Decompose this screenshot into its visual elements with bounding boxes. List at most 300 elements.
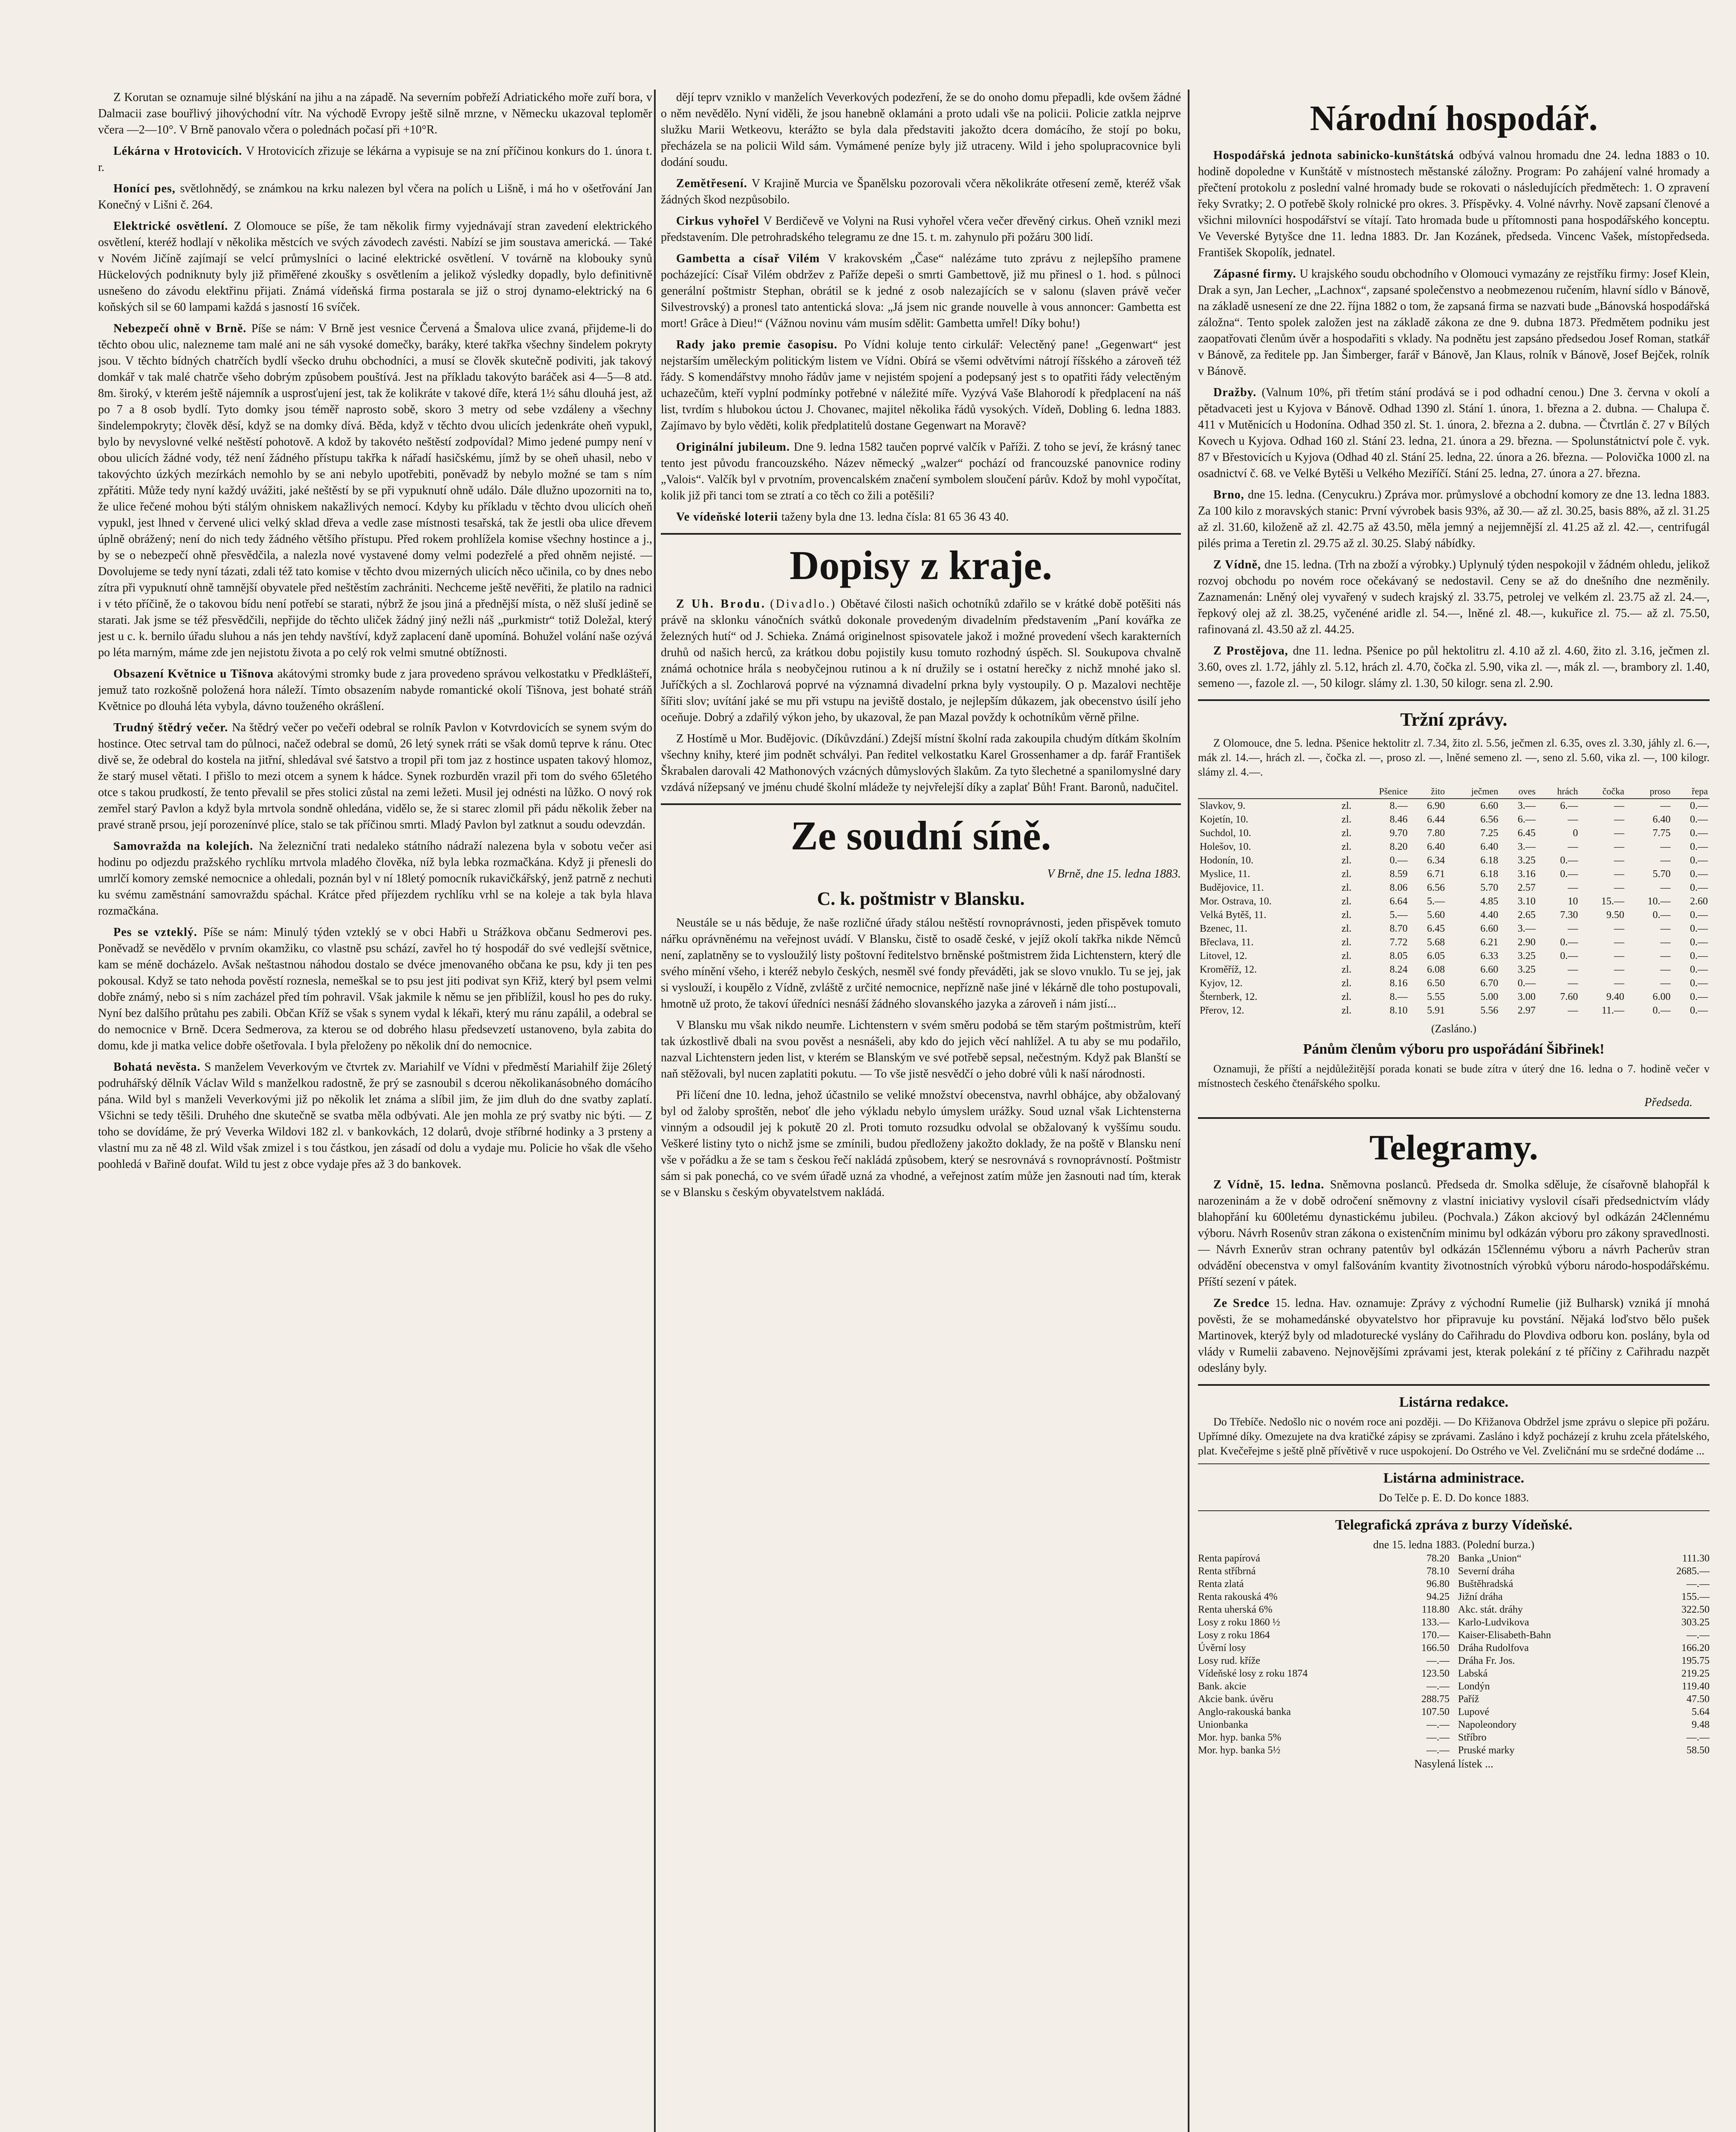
exchange-value: —.— <box>1426 1655 1450 1666</box>
exchange-label: Akc. stát. dráhy <box>1458 1604 1523 1615</box>
table-cell: — <box>1614 964 1624 975</box>
section-divider <box>1198 1384 1710 1386</box>
article-headline: Elektrické osvětlení. <box>113 220 234 233</box>
table-cell: 0.— <box>1690 923 1708 934</box>
table-cell: 6.64 <box>1389 896 1408 907</box>
article-paragraph <box>98 143 652 176</box>
table-cell: Šternberk, 12. <box>1200 991 1258 1002</box>
table-cell: 4.85 <box>1480 896 1499 907</box>
exchange-value: 107.50 <box>1421 1706 1450 1718</box>
table-cell: 6.— <box>1560 800 1578 811</box>
exchange-label: Karlo-Ludvikova <box>1458 1617 1529 1628</box>
exchange-value: 47.50 <box>1687 1694 1710 1705</box>
table-cell: 8.46 <box>1389 814 1408 825</box>
exchange-value: —.— <box>1426 1732 1450 1743</box>
table-cell: zl. <box>1341 814 1352 825</box>
table-cell: Velká Bytěš, 11. <box>1200 910 1267 921</box>
table-cell: — <box>1614 923 1624 934</box>
table-cell: zl. <box>1341 828 1352 839</box>
article-paragraph <box>1198 1295 1710 1376</box>
article-paragraph <box>1198 557 1710 638</box>
article-text: Obětavé čilosti našich ochotníků zdařilo se v krátké době potěšiti nás právě na sklonku vánočních svátků dokonale provedeným divadelním představením „Paní kovářka ze železných hutí“ od J. Schieka. Známá originelnost spisovatele jakož i možné provedení všech karakterních druhů od našich herců, za krátkou dobu pojistily kusu tomuto rozhodný úspěch. Sl. Soukupova chvalně známá ochotnice hrála s neobyčejnou rutinou a k ní družily se i ostatní herečky z nichž mnohé jako sl. Juříčkých a sl. Zochlarová poprvé na významná divadelní prkna byly vystoupily. O p. Mazalovi nechtěje šířiti slov; uvítání jaké se mu při vstupu na jeviště dostalo, je nejlepším důkazem, jak obecenstvo úsilí jeho oceňuje. Dobrý a zdařilý výkon jeho, by ukazoval, že pan Mazal povždy k ochotníkům věrně přilne. <box>661 597 1181 724</box>
article-headline: Trudný štědrý večer. <box>113 721 232 734</box>
table-cell: zl. <box>1341 1005 1352 1016</box>
table-row <box>1198 854 1710 867</box>
table-cell: — <box>1614 882 1624 893</box>
exchange-row <box>1458 1693 1710 1706</box>
article-headline: Brno, <box>1213 488 1248 501</box>
article-place-note: (Divadlo.) <box>770 597 837 611</box>
article-headline: Z Vídně, 15. ledna. <box>1213 1178 1330 1191</box>
article-text: V Hrotovicích zřizuje se lékárna a vypisuje se na zní příčinou konkurs do 1. února t. r. <box>98 145 652 174</box>
article-paragraph <box>98 1059 652 1173</box>
article-text: dne 11. ledna. Pšenice po půl hektolitru zl. 4.10 až zl. 4.60, žito zl. 3.16, ječmen zl. 3.60, oves zl. 1.72, jáhly zl. 5.12, hrách zl. 4.70, čočka zl. 5.90, vika zl. —, mák zl. —, brambory zl. 1.40, semeno —, fazole zl. —, 50 kilogr. slámy zl. 1.30, 50 kilogr. sena zl. 2.90. <box>1198 644 1710 690</box>
table-cell: 0.— <box>1652 910 1671 921</box>
listarna-title: Listárna redakce. <box>1399 1394 1509 1410</box>
notice-title: Pánům členům výboru pro uspořádání Šibřinek! <box>1303 1041 1605 1057</box>
table-cell: 9.50 <box>1606 910 1624 921</box>
column-3 <box>1198 90 1710 2132</box>
table-cell: Holešov, 10. <box>1200 841 1251 852</box>
exchange-row <box>1198 1667 1450 1680</box>
section-title-dopisy: Dopisy z kraje. <box>790 542 1052 588</box>
table-cell: Přerov, 12. <box>1200 1005 1244 1016</box>
article-headline: Cirkus vyhořel <box>676 214 764 228</box>
exchange-table <box>1198 1552 1710 1757</box>
exchange-label: Severní dráha <box>1458 1566 1515 1577</box>
article-headline: Lékárna v Hrotovicích. <box>113 145 246 158</box>
table-cell: 7.30 <box>1560 910 1578 921</box>
table-cell: 0.— <box>1690 937 1708 948</box>
table-cell: 3.25 <box>1517 950 1536 962</box>
table-cell: Myslice, 11. <box>1200 869 1250 880</box>
table-cell: 3.16 <box>1517 869 1536 880</box>
table-header-cell: hrách <box>1537 785 1580 799</box>
table-cell: — <box>1568 978 1578 989</box>
exchange-label: Napoleondory <box>1458 1719 1517 1730</box>
table-cell: — <box>1568 882 1578 893</box>
table-cell: zl. <box>1341 841 1352 852</box>
table-cell: 6.40 <box>1427 841 1445 852</box>
table-cell: zl. <box>1341 855 1352 866</box>
table-cell: — <box>1660 882 1671 893</box>
article-text: Na štědrý večer po večeři odebral se rolník Pavlon v Kotvrdovicích se synem svým do hostince. Otec setrval tam do půlnoci, načež odebral se domů, 26 letý synek rráti se však domů teprve k ránu. Otec divě se, že odebral do kostela na jitřní, shledával své šatstvo a tropil při tom jaz z hostince uspaten takový hlomoz, že starý musel větati. I přišlo to mezi otcem a synem k hádce. Synek rozburděn vrazil při tom do svého 65letého otce s takou prudkostí, že tento převalil se přes stolici zůstal na zemi ležeti. Musil jej odnésti na lůžko. O nový rok zemřel starý Pavlon a když byla mrtvola sondně ohledána, vidělo se, že si starec zlomil při pádu několik žeber na pravé straně prsou, její porozenínvé plíce, stalo se tak příčinou smrti. Mladý Pavlon byl zatknut a soudu odevzdán. <box>98 721 652 831</box>
exchange-label: Losy rud. kříže <box>1198 1655 1260 1666</box>
section-title-telegrams: Telegramy. <box>1369 1128 1538 1167</box>
exchange-row <box>1198 1706 1450 1718</box>
article-headline: Originální jubileum. <box>676 440 794 454</box>
exchange-label: Renta uherská 6% <box>1198 1604 1273 1615</box>
table-cell: 2.97 <box>1517 1005 1536 1016</box>
article-paragraph <box>1198 148 1710 261</box>
exchange-label: Renta papírová <box>1198 1553 1260 1564</box>
table-cell: Bzenec, 11. <box>1200 923 1247 934</box>
table-cell: Litovel, 12. <box>1200 950 1247 962</box>
section-divider <box>1198 699 1710 701</box>
exchange-label: Renta zlatá <box>1198 1579 1244 1590</box>
table-cell: 5.00 <box>1480 991 1499 1002</box>
exchange-label: Dráha Fr. Jos. <box>1458 1655 1515 1666</box>
article-paragraph <box>1198 385 1710 482</box>
table-cell: 0.— <box>1690 964 1708 975</box>
exchange-value: 2685.— <box>1676 1566 1710 1577</box>
table-cell: 3.10 <box>1517 896 1536 907</box>
table-row <box>1198 963 1710 976</box>
table-cell: 0.— <box>1690 910 1708 921</box>
article-text: V krakovském „Čase“ nalézáme tuto zprávu z nejlepšího pramene pocházející: Císař Vilém obdržev z Paříže depeši o smrti Gambettově, již mu přinesl o 1. hod. s půlnoci generální poštmistr Stephan, obrátil se k jedné z osob nalezajících se v salonu (slaven právě večer Silvestrovský) a pronesl tato antentická slova: „Já jsem nic grande nouvelle à vous annoncer: Gambetta est mort! Grâce à Dieu!“ (Vážnou novinu vám musím sdělit: Gambetta umřel! Díky bohu!) <box>661 252 1181 330</box>
table-cell: 6.40 <box>1652 814 1671 825</box>
exchange-row <box>1458 1706 1710 1718</box>
article-paragraph <box>98 321 652 661</box>
table-cell: zl. <box>1341 869 1352 880</box>
table-cell: — <box>1660 800 1671 811</box>
article-headline: Rady jako premie časopisu. <box>676 338 845 351</box>
article-headline: Z Prostějova, <box>1213 644 1293 658</box>
table-cell: 15.— <box>1601 896 1624 907</box>
table-cell: 2.90 <box>1517 937 1536 948</box>
table-cell: 9.70 <box>1389 828 1408 839</box>
table-row <box>1198 990 1710 1004</box>
table-cell: 8.20 <box>1389 841 1408 852</box>
exchange-row <box>1458 1731 1710 1744</box>
table-cell: 0.— <box>1690 882 1708 893</box>
table-cell: 0.— <box>1690 855 1708 866</box>
table-cell: 6.45 <box>1427 923 1445 934</box>
table-cell: 6.56 <box>1480 814 1499 825</box>
table-cell: 6.60 <box>1480 800 1499 811</box>
listarna-text: Do Třebíče. Nedošlo nic o novém roce ani později. — Do Křižanova Obdržel jsme zprávu o slepice při požáru. Upřímné díky. Omezujete na dva kratičké zápisy se zprávami. Zasláno i když pocházejí z kruhu zcela přátelského, plat. Kvečeřejme s ještě plně přívětivě v ruce uspokojení. Do Ostrého ve Vel. Zveličnání mu se srdečné dodáme ... <box>1198 1416 1710 1457</box>
table-row <box>1198 881 1710 895</box>
table-cell: 9.40 <box>1606 991 1624 1002</box>
exchange-row <box>1198 1654 1450 1667</box>
exchange-row <box>1458 1616 1710 1629</box>
table-cell: 5.70 <box>1480 882 1499 893</box>
exchange-row <box>1458 1590 1710 1603</box>
exchange-row <box>1198 1616 1450 1629</box>
table-cell: — <box>1614 978 1624 989</box>
article-paragraph <box>98 838 652 919</box>
section-divider <box>661 803 1181 805</box>
notice-signature: Předseda. <box>1644 1096 1693 1109</box>
table-cell: 0.— <box>1389 855 1408 866</box>
table-cell: 6.44 <box>1427 814 1445 825</box>
table-cell: Kyjov, 12. <box>1200 978 1243 989</box>
divider <box>1198 1510 1710 1511</box>
article-text: U krajského soudu obchodního v Olomouci vymazány ze rejstříku firmy: Josef Klein, Drak a syn, Jan Lecher, „Lachnox“, zapsané společenstvo a neobmezenou ručením, hlavní sídlo v Bánově, na základě usnesení ze dne 22. října 1882 o tom, že zapsaná firma se nazvati bude „Bánovská hospodářská záložna“. Tento spolek založen jest na základě zákona ze dne 9. dubna 1873. Předmětem podniku jest zaopatřovati členům úvěr a hospodařiti s vklady. Na podnětu jest zapsáno předsedou Josef Roman, statkář v Bánově, za ředitele pp. Jan Šimberger, farář v Bánově, Jan Klaus, rolník v Bánově, Josef Bejček, rolník v Bánově. <box>1198 267 1710 378</box>
table-row <box>1198 1004 1710 1017</box>
exchange-value: 219.25 <box>1681 1668 1710 1679</box>
exchange-row <box>1198 1731 1450 1744</box>
table-cell: zl. <box>1341 937 1352 948</box>
exchange-label: Unionbanka <box>1198 1719 1248 1730</box>
table-cell: 0.— <box>1690 828 1708 839</box>
exchange-row <box>1458 1680 1710 1693</box>
table-cell: — <box>1568 923 1578 934</box>
table-cell: 5.— <box>1389 910 1408 921</box>
table-cell: 0.— <box>1560 869 1578 880</box>
table-row <box>1198 936 1710 949</box>
exchange-row <box>1198 1693 1450 1706</box>
table-cell: 2.57 <box>1517 882 1536 893</box>
exchange-value: 166.20 <box>1681 1642 1710 1654</box>
article-headline: Gambetta a císař Vilém <box>676 252 828 265</box>
article-paragraph <box>98 90 652 138</box>
article-headline: Obsazení Květnice u Tišnova <box>113 667 278 681</box>
exchange-value: —.— <box>1687 1630 1710 1641</box>
article-paragraph <box>661 213 1181 246</box>
exchange-label: Labská <box>1458 1668 1488 1679</box>
table-cell: 0.— <box>1560 950 1578 962</box>
table-cell: 2.60 <box>1690 896 1708 907</box>
table-row <box>1198 922 1710 936</box>
article-text: světlohnědý, se známkou na krku nalezen byl včera na polích u Lišně, i má ho v ošetřování Jan Konečný v Lišni č. 264. <box>98 182 652 211</box>
dateline: V Brně, dne 15. ledna 1883. <box>1047 867 1181 881</box>
table-cell: 6.50 <box>1427 978 1445 989</box>
article-text: Dne 9. ledna 1582 taučen poprvé valčík v Paříži. Z toho se jeví, že krásný tanec tento jest původu francouzského. Název německý „walzer“ pochází od francouzské panovnice rodiny „Valois“. Valčík byl v prvotním, provencalském značení symbolem sloučení párův. Kdož by mohl vypočítat, kolik již při tanci tom se ztratí a co těch co žili a potěšili? <box>661 440 1181 502</box>
table-header-row <box>1198 785 1710 799</box>
article-text: (Valnum 10%, při třetím stání prodává se i pod odhadní cenou.) Dne 3. června v okolí a pětadvaceti jest u Kyjova v Bánově. Odhad 1390 zl. Stání 1. února, 1. března a 2. dubna. — Chalupa č. 411 v Mutěnicích u Hodonína. Odhad 350 zl. St. 1. února, 2. března a 2. dubna. — Čtvrtlán č. 27 v Bílých Kovech u Kyjova. Odhad 160 zl. Stání 23. ledna, 21. února a 29. března. — Spolunstátnictví pole č. vyk. 87 v Břestovicích u Kyjova (Odhad 40 zl. Stání 25. ledna, 22. února a 26. března. — Polovička 1000 zl. na osadnictví č. 68. ve Velké Bytěši u Velkého Meziříčí. Stání 25. ledna, 27. února a 27. března. <box>1198 386 1710 480</box>
exchange-label: Akcie bank. úvěru <box>1198 1694 1273 1705</box>
table-cell: — <box>1568 814 1578 825</box>
article-paragraph: Neustále se u nás běduje, že naše rozličné úřady stálou neštěstí rovnoprávnosti, jeden přispěvek tomuto nářku oprávněnému na veřejnost uvádí. V Blansku, čistě to osadě české, v jejíž okolí takřka nikde Němců není, zaplatněny se to vysloužilý listy poštovní ředitelstvo brněnské poštmistrem žida Lichtenstern, který dle svého mínění všeho, i kteréž nebylo českých, nesměl své fondy převáděti, jak se slovo vnuklo. Tu se jej, jak si vyslouží, i koupělo z Vídně, zvláště z určité nemocnice, nepřízně naše jiné v lékárně dle toho postupovali, hmotně už proto, že takoví úředníci nesnáší žádného slovanského jazyka a zároveň i nám jistí... <box>661 916 1181 1011</box>
exchange-value: 166.50 <box>1421 1642 1450 1654</box>
article-text: taženy byla dne 13. ledna čísla: 81 65 36 43 40. <box>781 510 1009 524</box>
table-cell: 4.40 <box>1480 910 1499 921</box>
article-headline: Dražby. <box>1213 386 1262 399</box>
article-text: 15. ledna. Hav. oznamuje: Zprávy z východní Rumelie (již Bulharsk) vzniká jí mnohá pověsti, že se mohamedánské obyvatelstvo hor připravuje ku povstání. Nějaká loďstvo bělo pušek Martinovek, kterýž byly od mladoturecké vyslány do Cařihradu do Plovdiva odboru kon. poslány, byla od vlády v Rumelii zabaveno. Nejnovějšími zprávami jest, kterak polekání z té příčiny z Cařihradu nazpět odeslány byly. <box>1198 1297 1710 1375</box>
article-paragraph <box>1198 643 1710 692</box>
table-row <box>1198 908 1710 922</box>
exchange-label: Úvěrní losy <box>1198 1642 1246 1654</box>
article-paragraph: Z Hostímě u Mor. Budějovic. (Díkůvzdání.) Zdejší místní školní rada zakoupila chudým dítkám školním všechny knihy, které jim podnět schvályi. Pan ředitel velkostatku Karel Grossenhamer a dp. farář František Škrabalen darovali 42 Mathonových vzácných důmyslových šlakům. Za tyto šlechetné a spanilomyslné dary vzdává nížepsaný ve jménu chudé školní mládeže ty nejvřelejší díky a zaplať Bůh! Frant. Baronů, nadučitel. <box>661 732 1181 794</box>
table-cell: — <box>1660 923 1671 934</box>
article-text: Po Vídni koluje tento cirkulář: Velectěný pane! „Gegenwart“ jest nejstarším uměleckým politickým listem ve Vídni. Obírá se všemi odvětvími nátrojí říšského a zároveň též řády. S komendářstvy mnoho řádův jame v nejistém spojení a podepsaný jest s to opatřiti řády velectěným uchazečům, kteří vyplní podmínky potřebné v náležité míře. Vyzývá Vaše Blahorodí k předplacení na náš list, tvrdím s hlubokou úctou J. Chovanec, majitel několika řádů vysokých. Vídeň, Dobling 6. ledna 1883. Zajímavo by bylo věděti, kolik předplatitelů dostane Gegenwart na Moravě? <box>661 338 1181 432</box>
exchange-value: 96.80 <box>1426 1579 1450 1590</box>
article-paragraph <box>98 181 652 213</box>
table-cell: Mor. Ostrava, 10. <box>1200 896 1272 907</box>
exchange-row <box>1198 1603 1450 1616</box>
article-text: Píše se nám: Minulý týden vzteklý se v obci Habři u Strážkova občanu Sedmerovi pes. Poněvadž se nevědělo v prvním okamžiku, co vlastně psu schází, zavřel ho tý hospodář do své vedlejší světnice, kam se méně docházelo. Avšak neštastnou náhodou dostalo se dvéce jmenovaného občana ke psu, kdy ji ten pes pokousal. Když se tato nehoda pověstí roznesla, nemeškal se to psu jest jiti podivat syn Křiž, který byl psem velmi dobře známý, nebo si s ním zacházel před tím pohravil. Však jakmile k němu se jen přiblížil, kousl ho pes do ruky. Nyní bez dalšího průtahu pes zabili. Občan Kříž se však s synem vydal k lékaři, který mu ránu zapálil, a odebral se do nemocnice v Brně. Dcera Sedmerova, za kterou se od dobrého hlasu předsevzetí ustanoveno, byla zabita do domu, kde ji matka velice dobře ošetřovala. I byla přeloženy po několik dní do nemocnice. <box>98 926 652 1052</box>
table-cell: Suchdol, 10. <box>1200 828 1251 839</box>
table-cell: 8.10 <box>1389 1005 1408 1016</box>
article-text: Sněmovna poslanců. Předseda dr. Smolka sděluje, že císařovně blahopřál k narozeninám a že v době odročení sněmovny z vlastní iniciativy vyslovil císaři předsednictvím vlády blahopřání ku 600letému dynastickému jubileu. (Pochvala.) Zákon akciový byl odkázán 24člennému výboru. Návrh Rosenův stran zákona o existenčním minimu byl odkázán výboru pro zákony spravedlnosti. — Návrh Exnerův stran ochrany patentův byl odkázán 15člennému výboru a návrh Pacherův stran odvádění obecenstva v omyl falšováním kvantity životnostních výrobků výboru národo-hospodářskému. Příští sezení v pátek. <box>1198 1178 1710 1289</box>
table-cell: 7.25 <box>1480 828 1499 839</box>
table-cell: 6.70 <box>1480 978 1499 989</box>
article-text: dne 15. ledna. (Trh na zboží a výrobky.) Uplynulý týden nespokojil v žádném ohledu, jelikož rozvoj obchodu po novém roce očekávaný se nedostavil. Ceny se až do dnešního dne nezměnily. Zaznamenán: Lněný olej vyvařený v sudech krajský zl. 33.75, petrolej ve velkém zl. 23.75 až zl. 24.—, řepkový olej až zl. 38.25, vyčenéné aridle zl. 54.—, lněné zl. 48.—, kukuřice zl. 75.— až zl. 75.50, rafinovaná zl. 43.50 až zl. 44.25. <box>1198 558 1710 636</box>
section-divider <box>1198 1117 1710 1119</box>
article-text: dne 15. ledna. (Cenycukru.) Zpráva mor. průmyslové a obchodní komory ze dne 13. ledna 1883. Za 100 kilo z moravských stanic: První vývrobek basis 93%, až 30.— až zl. 30.25, basis 88%, až zl. 31.25 až zl. 31.60, kiloženě až zl. 42.75 až 43.50, měla jemný a nejjemnější zl. 41.25 až zl. 42.—, centrifugál pilés prima a Teretin zl. 29.75 až zl. 30.25. Slabý nábídky. <box>1198 488 1710 550</box>
exchange-row <box>1458 1578 1710 1590</box>
exchange-value: 170.— <box>1421 1630 1450 1641</box>
table-header-cell: řepa <box>1672 785 1710 799</box>
table-cell: zl. <box>1341 950 1352 962</box>
economy-items <box>1198 148 1710 692</box>
article-headline: Bohatá nevěsta. <box>113 1060 205 1074</box>
exchange-label: Stříbro <box>1458 1732 1487 1743</box>
table-cell: — <box>1614 950 1624 962</box>
exchange-label: Renta stříbrná <box>1198 1566 1256 1577</box>
exchange-subtitle: dne 15. ledna 1883. (Polední burza.) <box>1373 1538 1535 1551</box>
table-cell: 0.— <box>1690 841 1708 852</box>
table-cell: 8.— <box>1389 800 1408 811</box>
article-text: dějí teprv vzniklo v manželích Veverkových podezření, že se do onoho domu přepadli, kde ovšem žádné o něm nevědělo. Nyní viděli, že jsou hanebně oklamáni a proto udali vše na policii. Policie zatkla nejprve služku Marii Wetkeovu, kterážto se byla dala představiti jakožto dcera domácího, že stojí po boku, přecházela se na policii Wild sám. Vymámené peníze byly již utraceny. Wild i jeho spolupracovnice byli dodání soudu. <box>661 91 1181 169</box>
table-cell: 0.— <box>1690 1005 1708 1016</box>
table-row <box>1198 895 1710 908</box>
table-cell: 6.40 <box>1480 841 1499 852</box>
exchange-label: Bank. akcie <box>1198 1681 1247 1692</box>
article-paragraph <box>661 439 1181 504</box>
table-cell: 6.18 <box>1480 855 1499 866</box>
exchange-value: 58.50 <box>1687 1745 1710 1756</box>
article-headline: Zemětřesení. <box>676 177 752 190</box>
article-paragraph <box>98 666 652 715</box>
exchange-value: 9.48 <box>1692 1719 1710 1730</box>
exchange-label: Lupové <box>1458 1706 1490 1718</box>
table-cell: 8.59 <box>1389 869 1408 880</box>
table-cell: zl. <box>1341 923 1352 934</box>
article-text: Píše se nám: V Brně jest vesnice Červená a Šmalova ulice zvaná, přijdeme-li do těchto obou ulic, nalezneme tam malé ani ne sáh vysoké domečky, baráky, které takřka všechny šindelem pokryty jsou. V těchto bídných chatrčích bydlí všecko druhu obchodníci, a musí se člověk skutečně podiviti, jak takový domkář v tak malé chatrče všeho dobrým způsobem pouštívá. Jest na příkladu takovýto baráček asi 4—5—8 atd. 8m. široký, v kterém ještě nájemník a usprosťujení jest, tak že kolikráte v takové díře, která 1½ sáhu dlouhá jest, až po 7 a 8 osob bydlí. Tyto domky jsou téměř naprosto sobě, skoro 3 metry od sebe vzdáleny a všechny šindelempokryty; člověk děsí, když se na domky dívá. Běda, když v těchto dvou ulicích jedenkráte oheň vypukl, bylo by nevyslovné velké neštěstí pohotově. A kdož by takovéto neštěstí zodpovídal? Mimo jedené pumpy není v obou ulicích žádné vody, též není žádného přístupu takřka k nářadí hasičskému, jímž by se oheň uhasil, nebo v takovýchto úzkých mezírkách nemohlo by se ani nebylo upotřebiti, poněvadž by nebylo možné se tam s ním zpřátiti. Může tedy nyní každý uvážiti, jaké neštěstí by se při vypuknutí ohně událo. Dále dlužno upozorniti na to, že ulice řečené mohou býti stálým ohniskem nakažlivých nemocí. Kdyby ku příkladu v těchto dvou ulicích oheň vypukl, jest lhned v červené ulici velký sklad dřeva a vedle zase místnosti tesařská, tak že jestli oba ulice dřevem úplně obrážený; není do nich tedy žádného většího přístupu. Před rokem prohlížela komise všechny hostince a j., by se o nebezpečí ohně přesvědčila, a nalezla nové vystavené domy velmi podezřelé a před ohněm nejisté. — Dovolujeme se tedy nyní tázati, zdali též tato komise v těchto dvou mizerných ulicích něco učinila, co by dnes nebo zítra při vypuknutí ohně tamnější obyvatele před neštěstím zachrániti. Nechceme ještě nevěřiti, že platilo na radnici i v této příčině, že o takovou bídu není potřebí se starati, nýbrž že jsou jiná a přednější místa, o něž sluší jedině se starati. Jak jsme se též přesvědčili, nepřijde do těchto uliček žádný jiný nežli náš „purkmistr“ totiž Doležal, který jest u c. k. bernilo úřadu sluhou a nás jen tehdy navštíví, když zaplacení daně upomíná. Bohužel volání naše ozývá po léta marným, máme zde jen nejistotu života a po celý rok velmi smutné obtížnosti. <box>98 322 652 659</box>
exchange-value: 123.50 <box>1421 1668 1450 1679</box>
exchange-row <box>1198 1718 1450 1731</box>
article-headline: Zápasné firmy. <box>1213 267 1300 281</box>
exchange-value: 119.40 <box>1681 1681 1710 1692</box>
exchange-label: Dráha Rudolfova <box>1458 1642 1529 1654</box>
table-cell: — <box>1660 964 1671 975</box>
table-cell: — <box>1614 869 1624 880</box>
exchange-value: —.— <box>1426 1681 1450 1692</box>
notice-text: Oznamuji, že příští a nejdůležitější porada konati se bude zítra v úterý dne 16. ledna o 7. hodině večer v místnostech českého čtenářského spolku. <box>1198 1063 1710 1089</box>
exchange-value: 303.25 <box>1681 1617 1710 1628</box>
table-row <box>1198 813 1710 826</box>
table-cell: zl. <box>1341 964 1352 975</box>
section-title-soud: Ze soudní síně. <box>790 813 1051 858</box>
table-cell: — <box>1660 978 1671 989</box>
exchange-label: Anglo-rakouská banka <box>1198 1706 1291 1718</box>
article-paragraph <box>98 218 652 316</box>
table-cell: 6.45 <box>1517 828 1536 839</box>
exchange-label: Buštěhradská <box>1458 1579 1513 1590</box>
table-cell: 0.— <box>1690 814 1708 825</box>
article-text: V Berdičevě ve Volyni na Rusi vyhořel včera večer dřevěný cirkus. Oheň vznikl mezi představením. Dle petrohradského telegramu ze dne 15. t. m. zahynulo při požáru 300 lidí. <box>661 214 1181 244</box>
article-paragraph <box>661 251 1181 332</box>
article-headline: Nebezpečí ohně v Brně. <box>113 322 252 335</box>
newspaper-page <box>55 64 1710 2132</box>
article-paragraph <box>1198 1177 1710 1290</box>
article-paragraph <box>661 596 1181 726</box>
exchange-row <box>1458 1654 1710 1667</box>
exchange-value: 78.10 <box>1426 1566 1450 1577</box>
table-row <box>1198 867 1710 881</box>
table-cell: Kroměříž, 12. <box>1200 964 1257 975</box>
exchange-label: Paříž <box>1458 1694 1479 1705</box>
column-1 <box>98 90 652 2132</box>
exchange-value: —.— <box>1426 1745 1450 1756</box>
article-text: akátovými stromky bude z jara provedeno správou velkostatku v Předklášteří, jemuž tato rozkošně položená hora náleží. Tímto obsazením nabyde romantické okolí Tišnova, jest bohaté stráň Květnice po dlouhá léta vybyla, dávno touženého okrášlení. <box>98 667 652 713</box>
table-row <box>1198 840 1710 854</box>
table-header-cell: žito <box>1409 785 1447 799</box>
divider <box>1198 1463 1710 1464</box>
exchange-row <box>1198 1642 1450 1654</box>
table-cell: Kojetín, 10. <box>1200 814 1248 825</box>
exchange-label: Mor. hyp. banka 5% <box>1198 1732 1282 1743</box>
exchange-column-right <box>1458 1552 1710 1757</box>
exchange-label: Pruské marky <box>1458 1745 1515 1756</box>
table-cell: zl. <box>1341 910 1352 921</box>
table-cell: zl. <box>1341 896 1352 907</box>
table-cell: 5.56 <box>1480 1005 1499 1016</box>
table-cell: — <box>1660 937 1671 948</box>
article-text: Z Korutan se oznamuje silné blýskání na jihu a na západě. Na severním pobřeží Adriatického moře zuří bora, v Dalmacii zase bouřlivý jihovýchodní vítr. Na východě Evropy ještě silně mrzne, v Německu ukazoval teploměr včera —2—10°. V Brně panovalo včera o polednách počasí při +10°R. <box>98 91 652 136</box>
table-cell: 6.— <box>1517 814 1536 825</box>
article-headline: Honící pes, <box>113 182 180 195</box>
exchange-title: Telegrafická zpráva z burzy Vídeňské. <box>1335 1517 1573 1533</box>
exchange-row <box>1198 1680 1450 1693</box>
exchange-row <box>1458 1603 1710 1616</box>
article-paragraph <box>661 509 1181 525</box>
article-text: V Krajině Murcia ve Španělsku pozorovali včera několikráte otřesení země, kteréž však žádných škod nezpůsobilo. <box>661 177 1181 206</box>
table-cell: — <box>1568 1005 1578 1016</box>
article-paragraph: V Blansku mu však nikdo neumře. Lichtenstern v svém směru podobá se těm starým poštmistrům, kteří tak úzkostlivě dbali na svou pověst a nesnášeli, aby kdo do jejich věcí nahlížel. A tu aby se mu podařilo, nazval Lichtenstern jeden list, v kterém se Blanským ve své potřebě sepsal, nečestným. Když pak Blanští se naň stěžovali, byl nucen zaplatiti pokutu. — To vše jistě nesvědčí o jeho dobré vůli k naší národnosti. <box>661 1019 1181 1080</box>
exchange-value: —.— <box>1687 1732 1710 1743</box>
table-cell: — <box>1614 855 1624 866</box>
table-cell: 6.56 <box>1427 882 1445 893</box>
table-cell: 6.21 <box>1480 937 1499 948</box>
exchange-row <box>1458 1718 1710 1731</box>
table-cell: — <box>1568 964 1578 975</box>
exchange-label: Kaiser-Elisabeth-Bahn <box>1458 1630 1551 1641</box>
article-paragraph <box>1198 266 1710 379</box>
table-cell: — <box>1614 800 1624 811</box>
table-cell: 6.00 <box>1652 991 1671 1002</box>
table-cell: 0.— <box>1690 869 1708 880</box>
table-cell: 6.71 <box>1427 869 1445 880</box>
table-cell: 3.25 <box>1517 964 1536 975</box>
exchange-label: Banka „Union“ <box>1458 1553 1522 1564</box>
column-rule <box>1188 90 1189 2132</box>
table-row <box>1198 826 1710 840</box>
exchange-row <box>1198 1744 1450 1757</box>
column-2 <box>661 90 1181 2132</box>
table-cell: 6.33 <box>1480 950 1499 962</box>
exchange-row <box>1458 1552 1710 1565</box>
table-header-cell: ječmen <box>1447 785 1500 799</box>
exchange-value: —.— <box>1687 1579 1710 1590</box>
exchange-label: Londýn <box>1458 1681 1490 1692</box>
table-cell: 8.05 <box>1389 950 1408 962</box>
exchange-value: 133.— <box>1421 1617 1450 1628</box>
table-cell: 7.80 <box>1427 828 1445 839</box>
exchange-value: 118.80 <box>1421 1604 1450 1615</box>
table-cell: 3.— <box>1517 800 1536 811</box>
table-cell: 5.68 <box>1427 937 1445 948</box>
table-cell: 7.72 <box>1389 937 1408 948</box>
table-cell: — <box>1568 841 1578 852</box>
table-header-cell: Pšenice <box>1353 785 1409 799</box>
table-row <box>1198 976 1710 990</box>
table-header-cell <box>1198 785 1330 799</box>
table-cell: 6.90 <box>1427 800 1445 811</box>
exchange-label: Vídeňské losy z roku 1874 <box>1198 1668 1308 1679</box>
table-cell: 0 <box>1573 828 1578 839</box>
article-paragraph <box>98 924 652 1054</box>
table-cell: zl. <box>1341 978 1352 989</box>
zaslano-note: (Zasláno.) <box>1431 1023 1477 1035</box>
table-cell: 0.— <box>1690 978 1708 989</box>
administrace-text: Do Telče p. E. D. Do konce 1883. <box>1378 1492 1529 1504</box>
table-cell: Slavkov, 9. <box>1200 800 1246 811</box>
table-cell: 0.— <box>1652 1005 1671 1016</box>
exchange-label: Jižní dráha <box>1458 1591 1503 1602</box>
